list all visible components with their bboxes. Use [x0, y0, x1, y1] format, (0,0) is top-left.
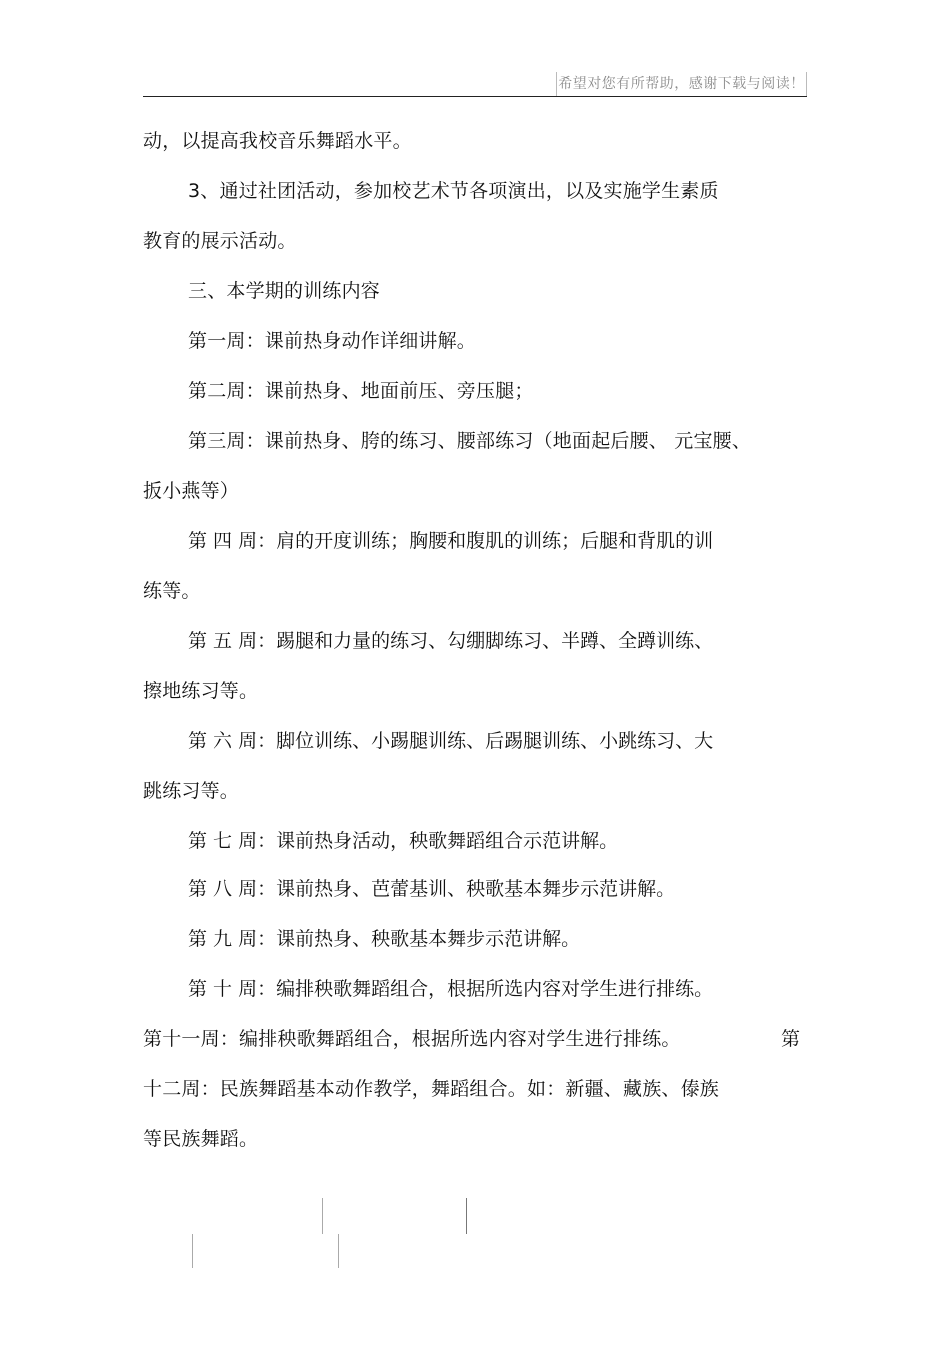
- text-line: 动，以提高我校音乐舞蹈水平。: [143, 130, 412, 152]
- text-line: 第十一周：编排秧歌舞蹈组合，根据所选内容对学生进行排练。: [143, 1028, 681, 1050]
- text-line: 擦地练习等。: [143, 680, 259, 702]
- text-line: 等民族舞蹈。: [143, 1128, 259, 1150]
- text-line: 3、通过社团活动，参加校艺术节各项演出，以及实施学生素质: [188, 180, 719, 202]
- section-heading: 三、本学期的训练内容: [188, 280, 381, 302]
- text-line: 练等。: [143, 580, 201, 602]
- text-line: 第二周：课前热身、地面前压、旁压腿；: [188, 380, 534, 402]
- header-rule: [143, 96, 807, 97]
- text-line: 十二周：民族舞蹈基本动作教学，舞蹈组合。如：新疆、藏族、傣族: [143, 1078, 720, 1100]
- text-line: 跳练习等。: [143, 780, 240, 802]
- text-line: 第 五 周：踢腿和力量的练习、勾绷脚练习、半蹲、全蹲训练、: [188, 630, 714, 652]
- text-line: 第一周：课前热身动作详细讲解。: [188, 330, 477, 352]
- header-note: 希望对您有所帮助，感谢下载与阅读！: [556, 72, 807, 96]
- text-line: 第 八 周：课前热身、芭蕾基训、秧歌基本舞步示范讲解。: [188, 878, 676, 900]
- text-line: 第 九 周：课前热身、秧歌基本舞步示范讲解。: [188, 928, 581, 950]
- scan-mark: [466, 1198, 467, 1234]
- text-line: 教育的展示活动。: [143, 230, 297, 252]
- text-line: 第 六 周：脚位训练、小踢腿训练、后踢腿训练、小跳练习、大: [188, 730, 714, 752]
- scan-mark: [192, 1234, 193, 1268]
- scan-mark: [322, 1198, 323, 1234]
- text-line: 第: [781, 1028, 801, 1050]
- text-line: 扳小燕等）: [143, 480, 240, 502]
- text-line: 第 四 周：肩的开度训练；胸腰和腹肌的训练；后腿和背肌的训: [188, 530, 714, 552]
- text-line: 第 七 周：课前热身活动，秧歌舞蹈组合示范讲解。: [188, 830, 619, 852]
- text-line: 第三周：课前热身、胯的练习、腰部练习（地面起后腰、 元宝腰、: [188, 430, 752, 452]
- text-line: 第 十 周：编排秧歌舞蹈组合，根据所选内容对学生进行排练。: [188, 978, 714, 1000]
- scan-mark: [338, 1234, 339, 1268]
